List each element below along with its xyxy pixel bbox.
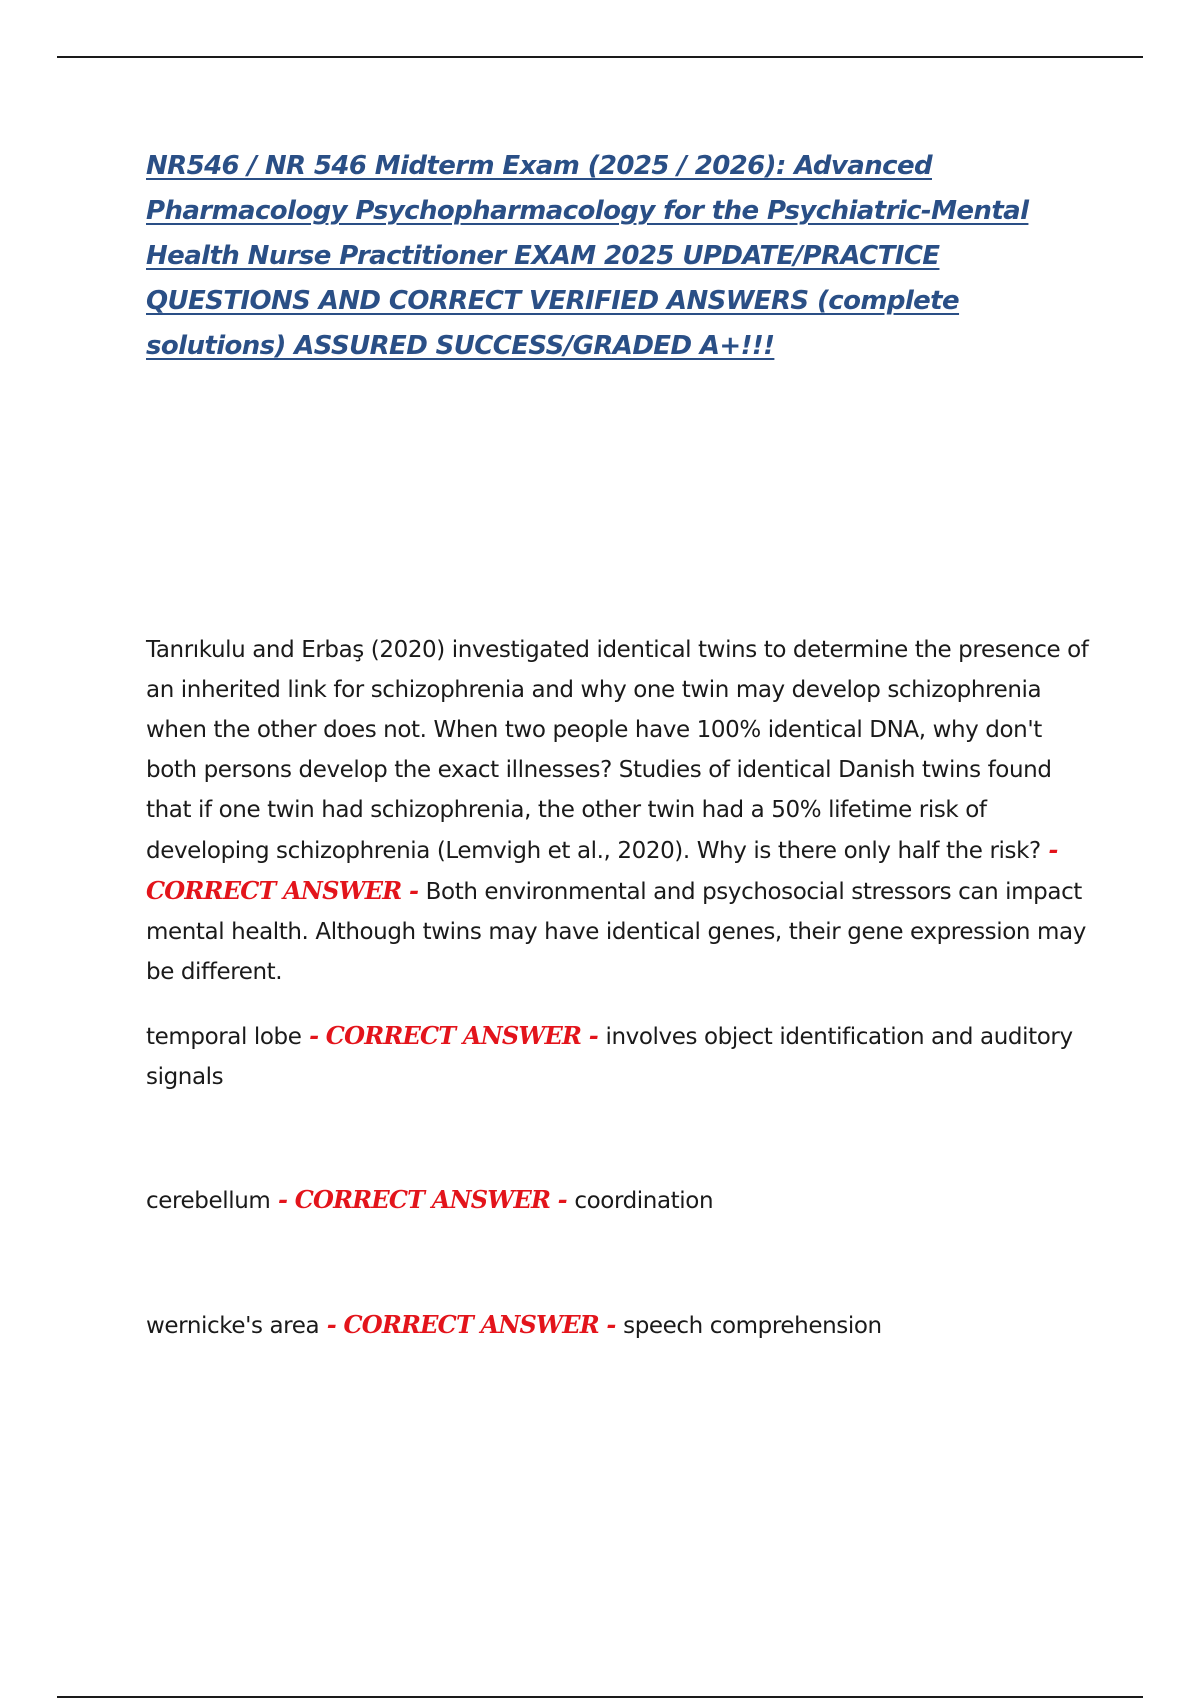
qa-item bbox=[146, 1180, 1096, 1221]
qa-item bbox=[146, 1016, 1096, 1097]
top-rule bbox=[57, 56, 1143, 58]
correct-answer-marker: - CORRECT ANSWER - bbox=[146, 835, 1058, 905]
qa-item bbox=[146, 1305, 1096, 1346]
answer-text: coordination bbox=[574, 1188, 714, 1214]
answer-text: speech comprehension bbox=[623, 1313, 882, 1339]
answer-text: involves object identification and auditory signals bbox=[146, 1024, 1073, 1090]
answer-text: Both environmental and psychosocial stressors can impact mental health. Although twins may have identical genes, their gene expression may be different. bbox=[146, 879, 1086, 985]
question-text: temporal lobe bbox=[146, 1024, 302, 1050]
bottom-rule bbox=[57, 1696, 1143, 1698]
question-text: wernicke's area bbox=[146, 1313, 320, 1339]
correct-answer-marker: - CORRECT ANSWER - bbox=[319, 1310, 624, 1339]
question-text: cerebellum bbox=[146, 1188, 271, 1214]
correct-answer-marker: - CORRECT ANSWER - bbox=[270, 1185, 575, 1214]
question-text: Tanrıkulu and Erbaş (2020) investigated identical twins to determine the presence of an inherited link for schizophrenia and why one twin may develop schizophrenia when the other does not. When two people have 100% identical DNA, why don't both persons develop the exact illnesses? Studies of identical Danish twins found that if one twin had schizophrenia, the other twin had a 50% lifetime risk of developing schizophrenia (Lemvigh et al., 2020). Why is there only half the risk? bbox=[146, 637, 1089, 864]
document-title: NR546 / NR 546 Midterm Exam (2025 / 2026): Advanced Pharmacology Psychopharmacology for the Psychiatric-Mental Health Nurse Practitioner EXAM 2025 UPDATE/PRACTICE QUESTIONS AND CORRECT VERIFIED ANSWERS (complete solutions) ASSURED SUCCESS/GRADED A+!!! bbox=[146, 151, 1029, 361]
correct-answer-marker: - CORRECT ANSWER - bbox=[301, 1021, 606, 1050]
qa-item bbox=[146, 630, 1096, 992]
